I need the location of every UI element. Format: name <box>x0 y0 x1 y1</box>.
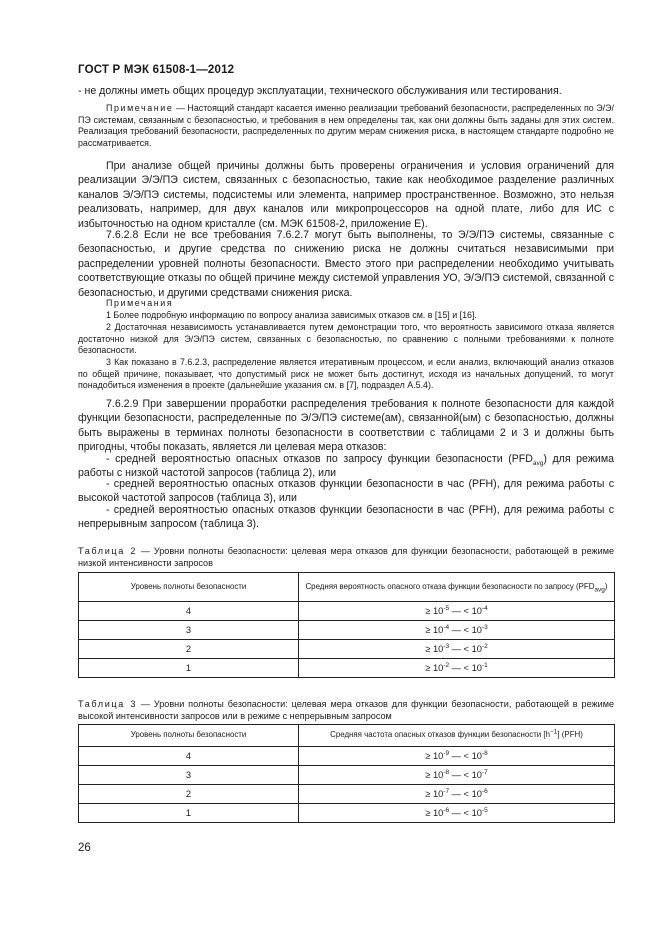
range-cell: ≥ $10^{-6}$ — < $10^{-5}$ <box>299 804 615 823</box>
note-1: 1 Более подробную информацию по вопросу анализа зависимых отказов см. в [15] и [16]. <box>106 310 477 320</box>
range-cell: ≥ $10^{-7}$ — < $10^{-6}$ <box>299 785 615 804</box>
note-2: 2 Достаточная независимость устанавливается путем демонстрации того, что вероятность зависимого отказа является достаточно низкой для Э/Э/ПЭ систем, связанных с безопасностью, по сравнению с полными требованиями к полноте безопасности. <box>78 322 614 356</box>
table3-header-sil: Уровень полноты безопасности <box>79 725 299 747</box>
table-row: 2 ≥ $10^{-3}$ — < $10^{-2}$ <box>79 640 615 659</box>
note-text: — Настоящий стандарт касается именно реализации требований безопасности, распределенных по Э/Э/ПЭ системам, связанным с безопасностью, и требования в нем определены так, как они должны быть заданы для этих систем. Реализация требований безопасности, распределенных по другим мерам снижения риска, в настоящем стандарте подробно не рассматривается. <box>78 103 614 148</box>
table2-header-sil: Уровень полноты безопасности <box>79 573 299 602</box>
range-cell: ≥ $10^{-5}$ — < $10^{-4}$ <box>299 602 615 621</box>
note-label: Примечание <box>106 103 174 113</box>
list-item-pfh-continuous: - средней вероятностью опасных отказов функции безопасности в час (PFH), для режима работы с непрерывным запросом (таблица 3). <box>78 504 614 531</box>
table2-header-pfd: Средняя вероятность опасного отказа функции безопасности по запросу $(PFD_{avg})$ <box>299 573 615 602</box>
para-7-6-2-8: 7.6.2.8 Если не все требования 7.6.2.7 могут быть выполнены, то Э/Э/ПЭ системы, связанные с безопасностью, и другие средства по снижению риска не должны считаться независимыми при распределении уровней полноты безопасности. Вместо этого при распределении необходимо учитывать соответствующие отказы по общей причине между системой управления УО, Э/Э/ПЭ системой, связанной с безопасностью, и другими средствами снижения риска. <box>78 229 614 299</box>
table-3 <box>78 724 615 823</box>
note-3: 3 Как показано в 7.6.2.3, распределение является итеративным процессом, и если анализ, включающий анализ отказов по общей причине, показывает, что допустимый риск не может быть достигнут, исходя из начальных допущений, то могут понадобиться изменения в проекте (дальнейшие указания см. в [7], подраздел А.5.4). <box>78 357 614 391</box>
table-row: 1 ≥ $10^{-2}$ — < $10^{-1}$ <box>79 659 615 678</box>
document-header: ГОСТ Р МЭК 61508-1—2012 <box>78 64 235 76</box>
para-7-6-2-9: 7.6.2.9 При завершении проработки распределения требования к полноте безопасности для каждой функции безопасности, распределенные по Э/Э/ПЭ системе(ам), связанной(ым) с безопасностью, должны быть выражены в терминах полноты безопасности в соответствии с таблицами 2 и 3 и должны быть пригодны, чтобы показать, является ли целевая мера отказов: <box>78 398 614 454</box>
table-row: 1 ≥ $10^{-6}$ — < $10^{-5}$ <box>79 804 615 823</box>
list-item-pfd: - средней вероятностью опасных отказов по запросу функции безопасности $(PFD_{avg})$ для режима работы с низкой частотой запросов (таблица 2), или <box>78 453 614 480</box>
page-number: 26 <box>78 842 91 854</box>
note-scope <box>78 103 614 149</box>
table-row: 2 ≥ $10^{-7}$ — < $10^{-6}$ <box>79 785 615 804</box>
table-row: 4 ≥ $10^{-5}$ — < $10^{-4}$ <box>79 602 615 621</box>
table-2 <box>78 572 615 678</box>
table3-header-pfh: Средняя частота опасных отказов функции безопасности $[h^{-1}]$ (PFH) <box>299 725 615 747</box>
range-cell: ≥ $10^{-9}$ — < $10^{-8}$ <box>299 747 615 766</box>
table3-caption: Таблица 3 — Уровни полноты безопасности: целевая мера отказов для функции безопасности, работающей в режиме высокой интенсивности запросов или в режиме с непрерывным запросом <box>78 699 614 721</box>
table-row: 4 ≥ $10^{-9}$ — < $10^{-8}$ <box>79 747 615 766</box>
bullet-procedures: - не должны иметь общих процедур эксплуатации, технического обслуживания или тестирования. <box>78 85 562 97</box>
range-cell: ≥ $10^{-3}$ — < $10^{-2}$ <box>299 640 615 659</box>
table2-caption: Таблица 2 — Уровни полноты безопасности: целевая мера отказов для функции безопасности, работающей в режиме низкой интенсивности запросов <box>78 546 614 568</box>
table-row: 3 ≥ $10^{-8}$ — < $10^{-7}$ <box>79 766 615 785</box>
range-cell: ≥ $10^{-4}$ — < $10^{-3}$ <box>299 621 615 640</box>
para-common-cause: При анализе общей причины должны быть проверены ограничения и условия ограничений для реализации Э/Э/ПЭ систем, связанных с безопасностью, такие как необходимое разделение различных каналов Э/Э/ПЭ системы, подсистемы или элемента, например пространственное. Возможно, это нельзя реализовать, например, для двух каналов или микропроцессоров на одной плате, либо для ИС с избыточностью на одном кристалле (см. МЭК 61508-2, приложение E). <box>78 160 614 230</box>
notes-label: Примечания <box>106 298 174 308</box>
range-cell: ≥ $10^{-8}$ — < $10^{-7}$ <box>299 766 615 785</box>
table-row: 3 ≥ $10^{-4}$ — < $10^{-3}$ <box>79 621 615 640</box>
list-item-pfh-high: - средней вероятностью опасных отказов функции безопасности в час (PFH), для режима работы с высокой частотой запросов (таблица 3), или <box>78 478 614 505</box>
range-cell: ≥ $10^{-2}$ — < $10^{-1}$ <box>299 659 615 678</box>
